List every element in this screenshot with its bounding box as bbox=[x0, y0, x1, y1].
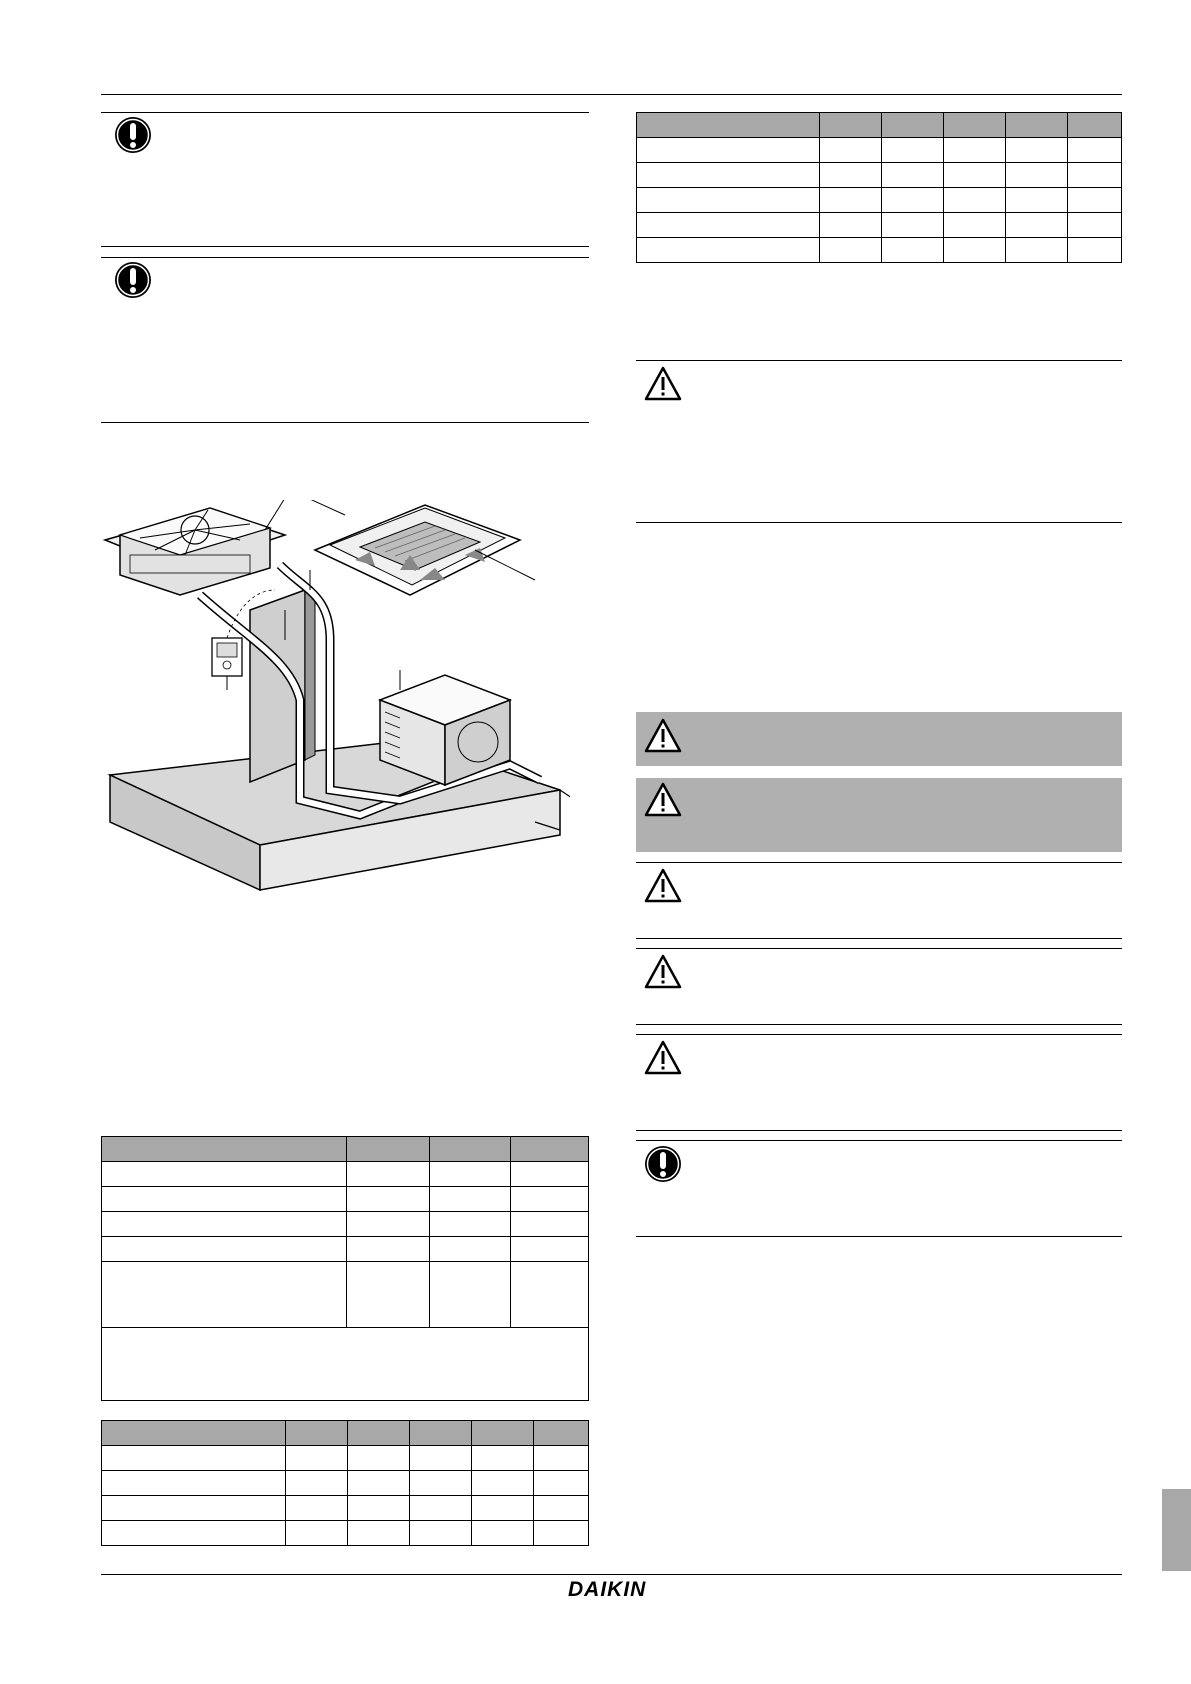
notice-box-2-bottom-rule bbox=[101, 422, 589, 423]
warning-box-a-bottom-rule bbox=[636, 522, 1122, 523]
spec-table-2 bbox=[101, 1420, 589, 1546]
warning-band-2 bbox=[636, 778, 1122, 852]
warning-box-d-top-rule bbox=[636, 1034, 1122, 1035]
table-row bbox=[637, 213, 1122, 238]
warning-box-c-top-rule bbox=[636, 948, 1122, 949]
table-header-row bbox=[637, 113, 1122, 138]
side-tab-marker bbox=[1162, 1489, 1191, 1571]
table-row bbox=[637, 163, 1122, 188]
installation-illustration bbox=[100, 500, 570, 900]
table-row bbox=[102, 1262, 589, 1328]
notice-box-1-top-rule bbox=[101, 112, 589, 113]
table-row bbox=[102, 1446, 589, 1471]
warning-box-a-top-rule bbox=[636, 360, 1122, 361]
table-note-row bbox=[102, 1328, 589, 1401]
exclamation-circle-icon bbox=[113, 115, 153, 155]
notice-box-2-top-rule bbox=[101, 257, 589, 258]
exclamation-circle-icon bbox=[643, 1144, 683, 1184]
warning-box-b-bottom-rule bbox=[636, 938, 1122, 939]
warning-triangle-icon bbox=[643, 1038, 683, 1078]
table-row bbox=[102, 1471, 589, 1496]
table-row bbox=[102, 1212, 589, 1237]
spec-table-3 bbox=[636, 112, 1122, 263]
table-row bbox=[637, 138, 1122, 163]
table-row bbox=[102, 1187, 589, 1212]
warning-triangle-icon bbox=[643, 780, 683, 820]
table-header-row bbox=[102, 1421, 589, 1446]
header-rule bbox=[101, 94, 1122, 95]
warning-box-c-bottom-rule bbox=[636, 1024, 1122, 1025]
warning-triangle-icon bbox=[643, 716, 683, 756]
table-header-row bbox=[102, 1137, 589, 1162]
table-row bbox=[102, 1237, 589, 1262]
warning-triangle-icon bbox=[643, 364, 683, 404]
warning-box-b-top-rule bbox=[636, 862, 1122, 863]
exclamation-circle-icon bbox=[113, 260, 153, 300]
notice-box-3-bottom-rule bbox=[636, 1236, 1122, 1237]
table-row bbox=[102, 1521, 589, 1546]
warning-triangle-icon bbox=[643, 952, 683, 992]
spec-table-1 bbox=[101, 1136, 589, 1401]
notice-box-3-top-rule bbox=[636, 1140, 1122, 1141]
notice-box-1-bottom-rule bbox=[101, 246, 589, 247]
table-row bbox=[637, 238, 1122, 263]
table-row bbox=[102, 1496, 589, 1521]
table-row bbox=[637, 188, 1122, 213]
warning-triangle-icon bbox=[643, 866, 683, 906]
daikin-logo: DAIKIN bbox=[568, 1578, 647, 1601]
footer-rule bbox=[101, 1574, 1122, 1575]
warning-band-1 bbox=[636, 712, 1122, 766]
warning-box-d-bottom-rule bbox=[636, 1130, 1122, 1131]
table-row bbox=[102, 1162, 589, 1187]
